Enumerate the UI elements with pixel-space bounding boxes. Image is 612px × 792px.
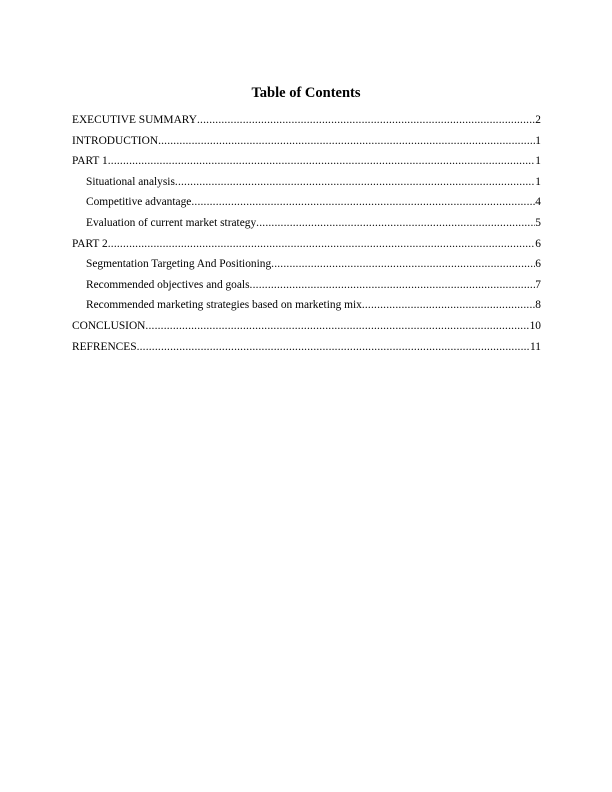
toc-entry-introduction[interactable]: [72, 134, 541, 155]
dot-leader: [191, 195, 535, 209]
toc-entry-competitive-advantage[interactable]: [72, 195, 541, 216]
dot-leader: [362, 298, 535, 312]
dot-leader: [137, 340, 530, 354]
dot-leader: [197, 113, 535, 127]
toc-entry-part-1[interactable]: [72, 154, 541, 175]
toc-entry-label: PART 1: [72, 155, 108, 168]
toc-entry-label: CONCLUSION: [72, 319, 146, 332]
toc-entry-page-number: 10: [529, 319, 541, 332]
dot-leader: [271, 257, 535, 271]
toc-entry-label: REFRENCES: [72, 340, 137, 353]
dot-leader: [108, 237, 536, 251]
toc-entry-page-number: 1: [535, 134, 541, 147]
toc-entry-references[interactable]: [72, 340, 541, 361]
toc-entry-label: EXECUTIVE SUMMARY: [72, 114, 197, 126]
dot-leader: [108, 154, 536, 168]
toc-entry-page-number: 6: [535, 258, 541, 271]
toc-entry-label: PART 2: [72, 237, 108, 250]
toc-entry-label: Recommended objectives and goals: [86, 278, 250, 291]
toc-entry-page-number: 6: [535, 237, 541, 250]
toc-entry-page-number: 1: [535, 155, 541, 168]
toc-entry-label: Competitive advantage: [86, 196, 192, 209]
dot-leader: [145, 319, 529, 333]
toc-list: [72, 113, 541, 360]
toc-entry-segmentation-targeting-positioning[interactable]: [72, 257, 541, 278]
dot-leader: [158, 134, 535, 148]
toc-entry-recommended-strategies[interactable]: [72, 298, 541, 319]
toc-entry-page-number: 2: [535, 114, 541, 126]
toc-entry-page-number: 7: [535, 278, 541, 291]
toc-entry-label: Evaluation of current market strategy: [86, 216, 257, 229]
toc-entry-label: Recommended marketing strategies based on marketing mix: [86, 299, 362, 312]
toc-entry-page-number: 8: [535, 299, 541, 312]
toc-entry-page-number: 11: [530, 340, 541, 353]
toc-entry-evaluation-current-strategy[interactable]: [72, 216, 541, 237]
toc-entry-part-2[interactable]: [72, 237, 541, 258]
toc-entry-label: INTRODUCTION: [72, 134, 159, 147]
toc-entry-page-number: 1: [535, 175, 541, 188]
toc-entry-recommended-objectives[interactable]: [72, 278, 541, 299]
toc-entry-executive-summary[interactable]: [72, 113, 541, 134]
toc-title: Table of Contents: [251, 85, 361, 101]
toc-entry-label: Situational analysis: [86, 175, 175, 188]
toc-entry-conclusion[interactable]: [72, 319, 541, 340]
dot-leader: [256, 216, 535, 230]
dot-leader: [250, 278, 536, 292]
toc-entry-label: Segmentation Targeting And Positioning: [86, 258, 272, 271]
toc-entry-page-number: 5: [535, 216, 541, 229]
toc-entry-situational-analysis[interactable]: [72, 175, 541, 196]
toc-entry-page-number: 4: [535, 196, 541, 209]
dot-leader: [175, 175, 535, 189]
